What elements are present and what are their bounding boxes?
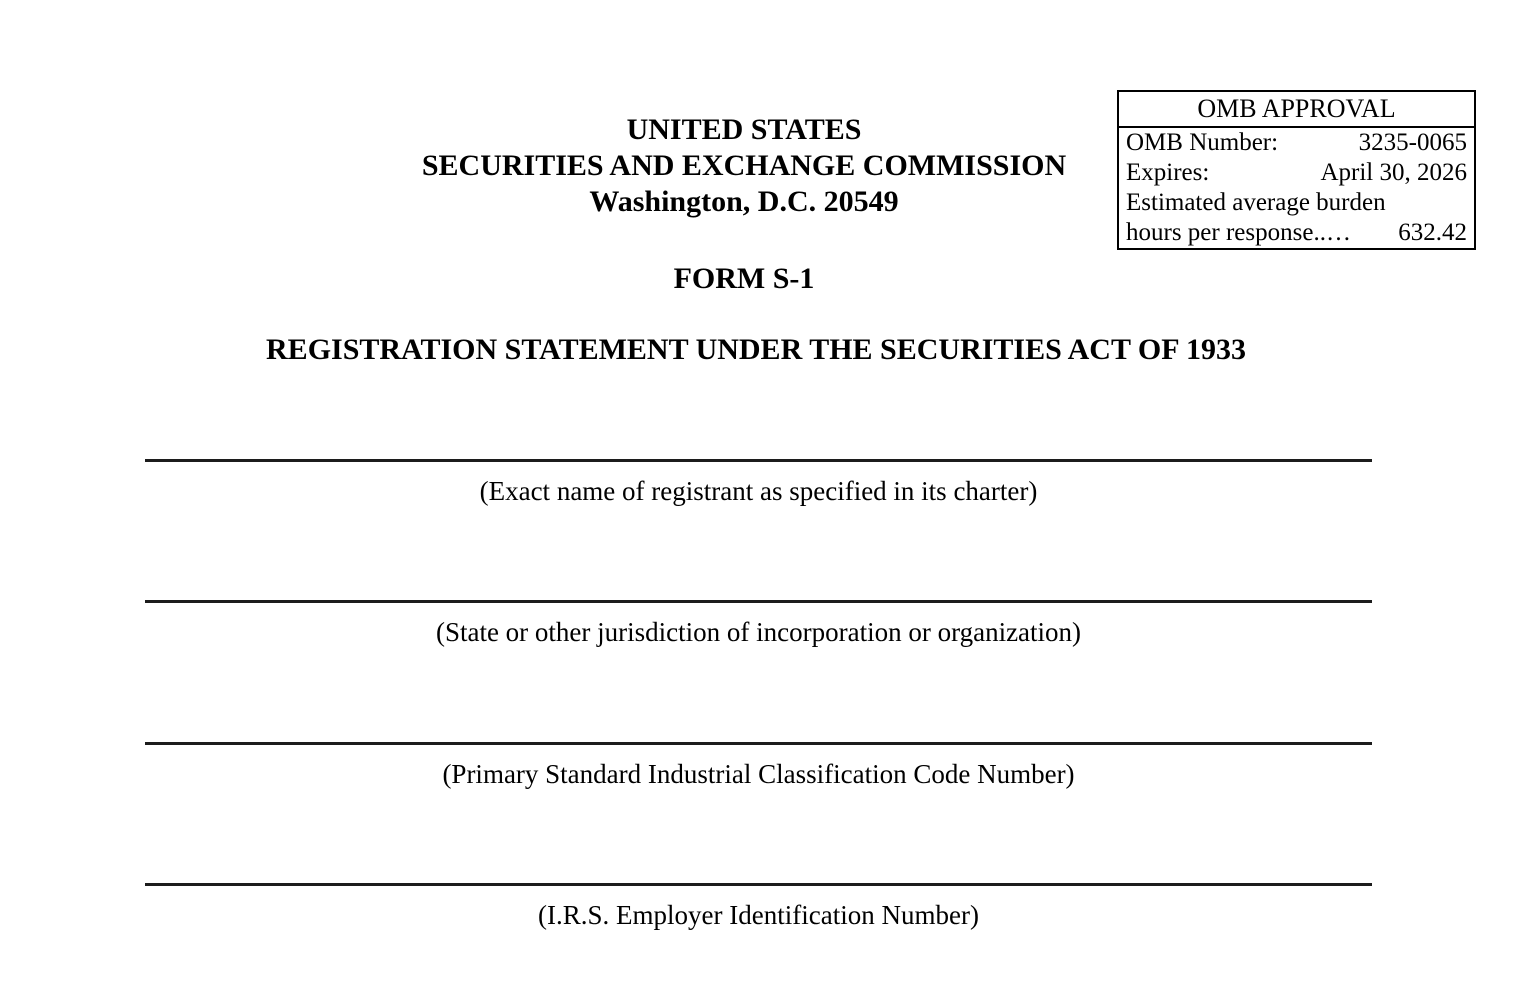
- caption-sic-code: (Primary Standard Industrial Classification Code Number): [442, 759, 1075, 789]
- united-states-title: UNITED STATES: [626, 113, 862, 146]
- omb-burden-value-2: 632.42: [1398, 219, 1467, 246]
- registration-statement-title: REGISTRATION STATEMENT UNDER THE SECURITIES ACT OF 1933: [266, 333, 1246, 366]
- sec-commission-title: SECURITIES AND EXCHANGE COMMISSION: [421, 149, 1067, 182]
- caption-irs-ein: (I.R.S. Employer Identification Number): [538, 900, 979, 930]
- omb-number-row: [1119, 128, 1474, 158]
- field-jurisdiction: [145, 600, 1372, 648]
- omb-number-value: 3235-0065: [1358, 129, 1467, 156]
- blank-line-jurisdiction: [145, 600, 1372, 603]
- blank-line-sic-code: [145, 742, 1372, 745]
- field-exact-name: [145, 459, 1372, 507]
- blank-line-exact-name: [145, 459, 1372, 462]
- omb-expires-row: [1119, 158, 1474, 188]
- omb-number-label: OMB Number:: [1126, 129, 1279, 156]
- field-irs-ein: [145, 883, 1372, 931]
- caption-exact-name: (Exact name of registrant as specified in its charter): [479, 476, 1038, 506]
- caption-jurisdiction: (State or other jurisdiction of incorporation or organization): [435, 617, 1082, 647]
- omb-approval-box: [1117, 90, 1476, 250]
- omb-expires-label: Expires:: [1126, 159, 1210, 186]
- blank-line-irs-ein: [145, 883, 1372, 886]
- field-sic-code: [145, 742, 1372, 790]
- sec-address: Washington, D.C. 20549: [589, 185, 899, 218]
- omb-burden-label-1: Estimated average burden: [1126, 189, 1386, 216]
- omb-burden-row-1: [1119, 188, 1474, 218]
- omb-expires-value: April 30, 2026: [1320, 159, 1467, 186]
- omb-box-title: OMB APPROVAL: [1119, 92, 1474, 128]
- omb-burden-row-2: [1119, 218, 1474, 248]
- form-s1-title: FORM S-1: [673, 262, 815, 295]
- omb-burden-label-2: hours per response..…: [1126, 219, 1351, 246]
